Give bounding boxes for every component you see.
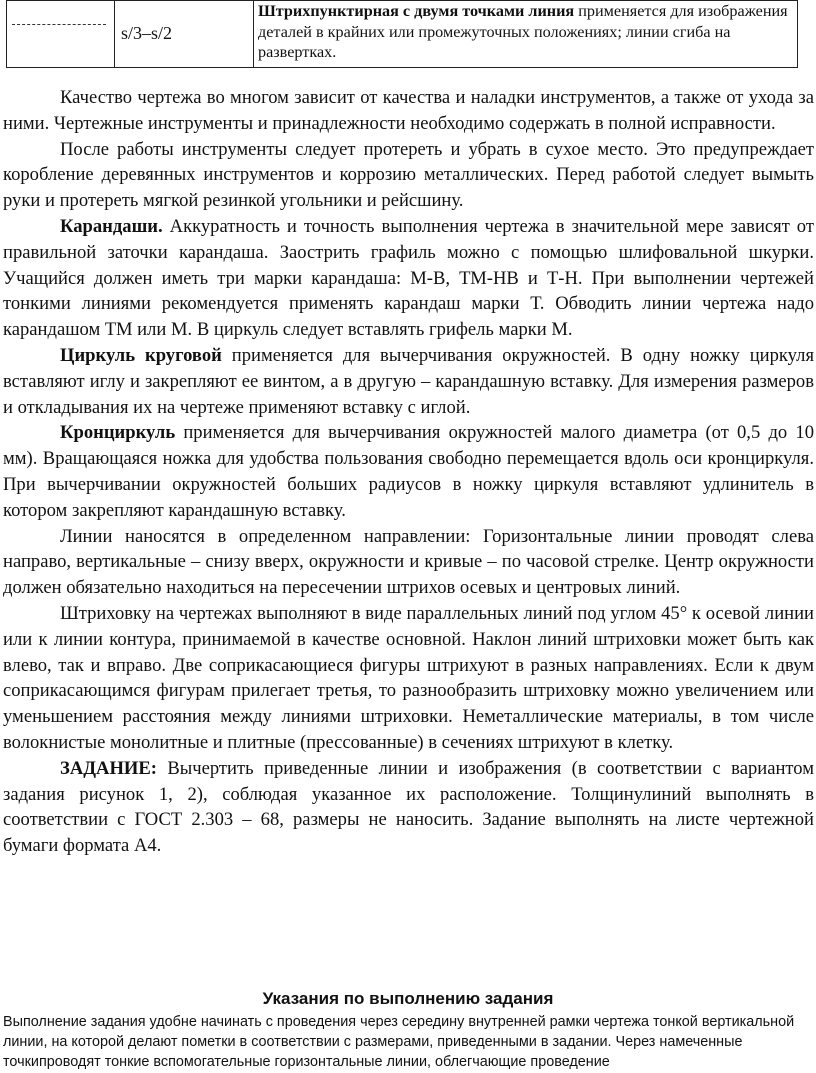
paragraph-lead: Кронциркуль	[60, 422, 176, 444]
paragraph-text: Аккуратность и точность выполнения чертежа в значительной мере зависят от правильной заточки карандаша. Заострить графиль можно с помощью шлифовальной шкурки. Учащийся должен иметь три марки карандаша: М-В, ТМ-НВ и Т-Н. При выполнении чертежей тонкими линиями рекомендуется применять карандаш марки Т. Обводить линии чертежа надо карандашом ТМ или М. В циркуль следует вставлять грифель марки М.	[3, 215, 814, 341]
instructions-text: Выполнение задания удобне начинать с проведения через середину внутренней рамки чертежа тонкой вертикальной линии, на которой делают пометки в соответствии с размерами, приведенными в задании. Через намеченные точкипроводят тонкие вспомогательные горизонтальные линии, облегчающие проведение	[3, 1014, 795, 1070]
paragraph-text: Штриховку на чертежах выполняют в виде параллельных линий под углом 45° к осевой линии или к линии контура, принимаемой в качестве основной. Наклон линий штриховки может быть как влево, так и вправо. Две соприкасающиеся фигуры штрихуют в разных направлениях. Если к двум соприкасающимся фигурам прилегает третья, то разнообразить штриховку можно увеличением или уменьшением расстояния между линиями штриховки. Неметаллические материалы, в том числе волокнистые монолитные и плитные (прессованные) в сечениях штрихуют в клетку.	[3, 602, 814, 753]
paragraph	[3, 214, 814, 343]
paragraph-text: применяется для вычерчивания окружностей. В одну ножку циркуля вставляют иглу и закрепляют ее винтом, а в другую – карандашную вставку. Для измерения размеров и откладывания их на чертеже применяют вставку с иглой.	[3, 344, 814, 418]
paragraph-text: После работы инструменты следует протереть и убрать в сухое место. Это предупреждает коробление деревянных инструментов и коррозию металлических. Перед работой следует вымыть руки и протереть мягкой резинкой угольники и рейсшину.	[3, 138, 814, 212]
paragraph-text: Качество чертежа во многом зависит от качества и наладки инструментов, а также от ухода за ними. Чертежные инструменты и принадлежности необходимо содержать в полной исправности.	[3, 87, 814, 134]
paragraph	[3, 756, 814, 859]
paragraph	[3, 524, 814, 601]
line-thickness-cell	[115, 1, 254, 68]
line-name: Штрихпунктирная с двумя точками линия	[258, 2, 575, 20]
line-thickness-value: s/3–s/2	[121, 23, 173, 43]
paragraph-text: применяется для вычерчивания окружностей малого диаметра (от 0,5 до 10 мм). Вращающаяся ножка для удобства пользования свободно перемещается вдоль оси кронциркуля. При вычерчивании окружностей больших радиусов в ножку циркуля вставляют удлинитель в котором закрепляют карандашную вставку.	[3, 422, 814, 521]
table-row	[7, 1, 798, 68]
paragraph-text: Линии наносятся в определенном направлении: Горизонтальные линии проводят слева направо, вертикальные – снизу вверх, окружности и кривые – по часовой стрелке. Центр окружности должен обязательно находиться на пересечении штрихов осевых и центровых линий.	[3, 525, 814, 599]
paragraph	[3, 420, 814, 523]
line-type-table	[6, 0, 798, 68]
line-description-cell	[254, 1, 798, 68]
line-description: применяется для изображения деталей в крайних или промежуточных положениях; линии сгиба на развертках.	[258, 2, 788, 61]
body-text	[3, 85, 814, 859]
paragraph-lead: Карандаши.	[60, 215, 163, 237]
paragraph-text: Вычертить приведенные линии и изображения (в соответствии с вариантом задания рисунок 1, 2), соблюдая указанное их расположение. Толщинулиний выполнять в соответствии с ГОСТ 2.303 – 68, размеры не наносить. Задание выполнять на листе чертежной бумаги формата А4.	[3, 757, 814, 857]
paragraph	[3, 85, 814, 137]
dash-dot-line-sample	[12, 24, 106, 25]
instructions-title: Указания по выполнению задания	[262, 989, 554, 1008]
paragraph-lead: ЗАДАНИЕ:	[60, 757, 157, 779]
line-sample-cell	[7, 1, 115, 68]
paragraph	[3, 137, 814, 214]
paragraph	[3, 601, 814, 756]
paragraph	[3, 343, 814, 420]
paragraph-lead: Циркуль круговой	[60, 344, 222, 366]
